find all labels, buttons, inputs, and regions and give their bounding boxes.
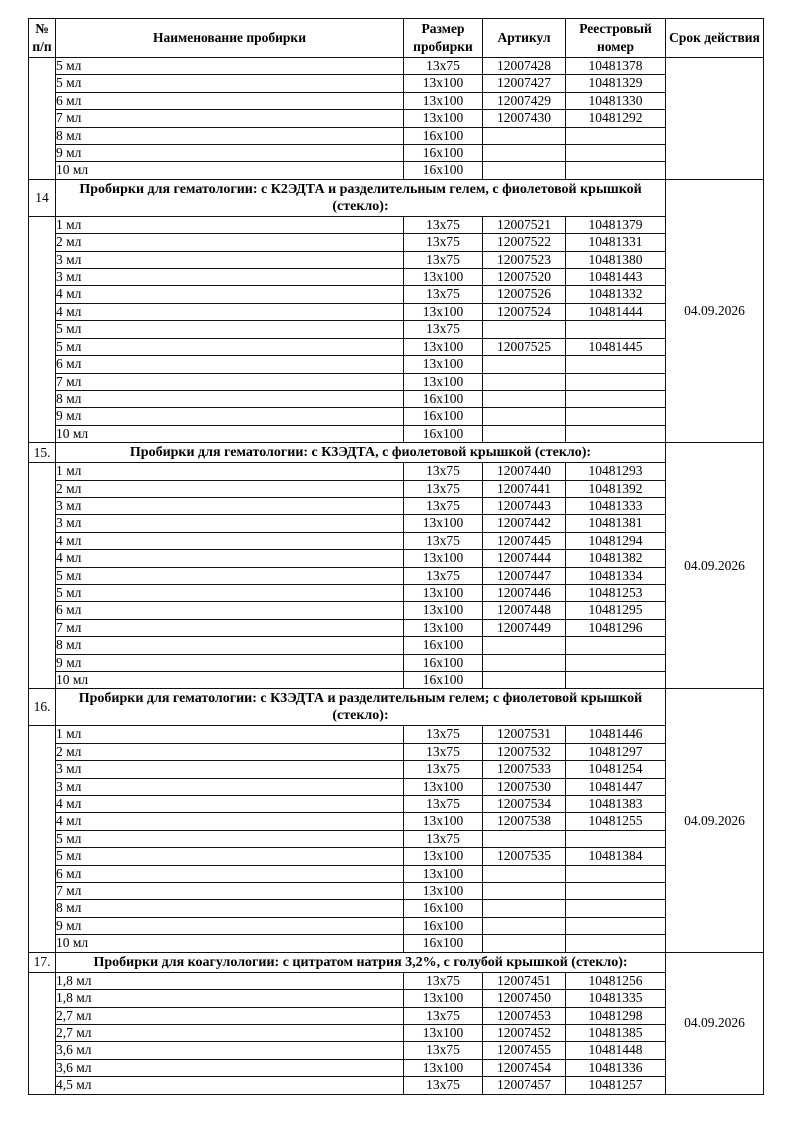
registry-cell (566, 373, 666, 390)
table-row (29, 935, 764, 952)
tube-size-cell: 16x100 (404, 935, 483, 952)
article-cell: 12007538 (483, 813, 566, 830)
registry-cell: 10481382 (566, 550, 666, 567)
tube-name-cell: 2 мл (56, 480, 404, 497)
table-row (29, 1024, 764, 1041)
tube-name-cell: 9 мл (56, 408, 404, 425)
article-cell (483, 917, 566, 934)
tube-name-cell: 5 мл (56, 58, 404, 75)
tube-name-cell: 5 мл (56, 830, 404, 847)
registry-cell: 10481381 (566, 515, 666, 532)
table-row (29, 637, 764, 654)
registry-cell: 10481447 (566, 778, 666, 795)
registry-cell: 10481444 (566, 303, 666, 320)
section-header-row (29, 443, 764, 463)
registry-cell: 10481295 (566, 602, 666, 619)
tube-name-cell: 4 мл (56, 550, 404, 567)
registry-cell: 10481294 (566, 532, 666, 549)
article-cell (483, 865, 566, 882)
table-row (29, 1042, 764, 1059)
section-header-row (29, 952, 764, 972)
col-header-expiry: Срок действия (666, 19, 764, 58)
article-cell (483, 408, 566, 425)
tube-name-cell: 2 мл (56, 234, 404, 251)
tube-size-cell: 13x75 (404, 972, 483, 989)
article-cell (483, 883, 566, 900)
table-row (29, 251, 764, 268)
table-row (29, 303, 764, 320)
tube-size-cell: 13x100 (404, 373, 483, 390)
table-header (29, 19, 764, 58)
table-row (29, 515, 764, 532)
table-row (29, 425, 764, 442)
row-number-spacer-cell (29, 463, 56, 689)
section-header-row (29, 689, 764, 726)
registry-cell: 10481254 (566, 761, 666, 778)
table-row (29, 408, 764, 425)
tube-name-cell: 1,8 мл (56, 972, 404, 989)
tube-size-cell: 16x100 (404, 390, 483, 407)
tube-size-cell: 13x100 (404, 619, 483, 636)
tube-name-cell: 8 мл (56, 127, 404, 144)
registry-cell (566, 127, 666, 144)
article-cell (483, 145, 566, 162)
tube-name-cell: 5 мл (56, 567, 404, 584)
tube-name-cell: 3 мл (56, 269, 404, 286)
tube-name-cell: 9 мл (56, 917, 404, 934)
registry-cell (566, 637, 666, 654)
col-header-size: Размер пробирки (404, 19, 483, 58)
article-cell: 12007535 (483, 848, 566, 865)
tube-size-cell: 13x75 (404, 251, 483, 268)
article-cell: 12007532 (483, 743, 566, 760)
article-cell: 12007523 (483, 251, 566, 268)
registry-cell (566, 672, 666, 689)
tube-size-cell: 13x100 (404, 269, 483, 286)
tube-size-cell: 13x100 (404, 990, 483, 1007)
tube-size-cell: 16x100 (404, 672, 483, 689)
article-cell: 12007531 (483, 726, 566, 743)
tube-size-cell: 13x75 (404, 532, 483, 549)
table-row (29, 390, 764, 407)
table-row (29, 654, 764, 671)
tube-name-cell: 7 мл (56, 373, 404, 390)
registry-cell: 10481330 (566, 92, 666, 109)
section-header-row (29, 179, 764, 216)
article-cell: 12007449 (483, 619, 566, 636)
article-cell: 12007444 (483, 550, 566, 567)
article-cell: 12007443 (483, 497, 566, 514)
table-row (29, 1059, 764, 1076)
tube-size-cell: 16x100 (404, 127, 483, 144)
table-row (29, 497, 764, 514)
registry-cell (566, 900, 666, 917)
tube-size-cell: 16x100 (404, 917, 483, 934)
article-cell (483, 373, 566, 390)
article-cell: 12007534 (483, 796, 566, 813)
registry-cell: 10481379 (566, 216, 666, 233)
tube-name-cell: 5 мл (56, 584, 404, 601)
registry-cell: 10481331 (566, 234, 666, 251)
tube-name-cell: 1 мл (56, 216, 404, 233)
expiry-date-cell: 04.09.2026 (666, 952, 764, 1094)
expiry-date-cell: 04.09.2026 (666, 443, 764, 689)
registry-cell: 10481293 (566, 463, 666, 480)
article-cell: 12007530 (483, 778, 566, 795)
tube-size-cell: 13x100 (404, 515, 483, 532)
tube-name-cell: 3 мл (56, 515, 404, 532)
tube-size-cell: 13x100 (404, 813, 483, 830)
tube-size-cell: 13x100 (404, 1024, 483, 1041)
registry-cell (566, 145, 666, 162)
article-cell (483, 425, 566, 442)
row-number-spacer-cell (29, 58, 56, 180)
row-number-spacer-cell (29, 972, 56, 1094)
tube-name-cell: 1 мл (56, 726, 404, 743)
table-row (29, 726, 764, 743)
article-cell (483, 127, 566, 144)
registry-cell (566, 917, 666, 934)
table-row (29, 743, 764, 760)
table-row (29, 75, 764, 92)
tube-size-cell: 16x100 (404, 162, 483, 179)
tube-name-cell: 3,6 мл (56, 1042, 404, 1059)
table-row (29, 778, 764, 795)
tube-name-cell: 10 мл (56, 935, 404, 952)
tube-size-cell: 13x100 (404, 303, 483, 320)
article-cell: 12007447 (483, 567, 566, 584)
article-cell: 12007427 (483, 75, 566, 92)
tube-size-cell: 13x75 (404, 1007, 483, 1024)
article-cell: 12007454 (483, 1059, 566, 1076)
table-row (29, 338, 764, 355)
table-row (29, 584, 764, 601)
registry-cell: 10481333 (566, 497, 666, 514)
tube-name-cell: 6 мл (56, 356, 404, 373)
tube-size-cell: 13x75 (404, 497, 483, 514)
tube-size-cell: 13x100 (404, 356, 483, 373)
article-cell: 12007440 (483, 463, 566, 480)
article-cell: 12007428 (483, 58, 566, 75)
table-row (29, 480, 764, 497)
tube-size-cell: 16x100 (404, 408, 483, 425)
registry-cell: 10481392 (566, 480, 666, 497)
row-number-spacer-cell (29, 216, 56, 442)
table-row (29, 813, 764, 830)
section-number-cell: 17. (29, 952, 56, 972)
section-title-cell: Пробирки для коагулологии: с цитратом натрия 3,2%, с голубой крышкой (стекло): (56, 952, 666, 972)
registry-cell (566, 390, 666, 407)
tube-size-cell: 13x75 (404, 216, 483, 233)
tube-size-cell: 13x75 (404, 234, 483, 251)
tube-name-cell: 8 мл (56, 390, 404, 407)
article-cell (483, 637, 566, 654)
table-row (29, 145, 764, 162)
tube-size-cell: 13x100 (404, 778, 483, 795)
section-title-cell: Пробирки для гематологии: с К3ЭДТА и разделительным гелем; с фиолетовой крышкой (стекло): (56, 689, 666, 726)
article-cell: 12007525 (483, 338, 566, 355)
article-cell: 12007457 (483, 1077, 566, 1094)
registry-cell (566, 654, 666, 671)
section-title-cell: Пробирки для гематологии: с К3ЭДТА, с фиолетовой крышкой (стекло): (56, 443, 666, 463)
article-cell (483, 672, 566, 689)
table-row (29, 900, 764, 917)
tube-size-cell: 13x100 (404, 92, 483, 109)
table-row (29, 602, 764, 619)
col-header-name: Наименование пробирки (56, 19, 404, 58)
section-number-cell: 14 (29, 179, 56, 216)
table-row (29, 127, 764, 144)
registry-cell: 10481445 (566, 338, 666, 355)
tube-name-cell: 7 мл (56, 619, 404, 636)
article-cell: 12007455 (483, 1042, 566, 1059)
article-cell (483, 390, 566, 407)
table-row (29, 619, 764, 636)
registry-cell (566, 408, 666, 425)
article-cell: 12007522 (483, 234, 566, 251)
registry-cell: 10481335 (566, 990, 666, 1007)
registry-cell (566, 935, 666, 952)
tube-size-cell: 13x75 (404, 1077, 483, 1094)
article-cell: 12007521 (483, 216, 566, 233)
table-row (29, 58, 764, 75)
tube-name-cell: 5 мл (56, 75, 404, 92)
tube-name-cell: 4 мл (56, 303, 404, 320)
tube-name-cell: 7 мл (56, 110, 404, 127)
article-cell (483, 830, 566, 847)
tube-size-cell: 13x100 (404, 338, 483, 355)
tube-size-cell: 13x100 (404, 550, 483, 567)
article-cell: 12007450 (483, 990, 566, 1007)
article-cell (483, 162, 566, 179)
tube-size-cell: 13x75 (404, 321, 483, 338)
expiry-date-cell: 04.09.2026 (666, 179, 764, 442)
table-row (29, 1007, 764, 1024)
article-cell (483, 935, 566, 952)
registry-cell: 10481336 (566, 1059, 666, 1076)
tube-name-cell: 8 мл (56, 900, 404, 917)
article-cell: 12007520 (483, 269, 566, 286)
tube-name-cell: 4 мл (56, 286, 404, 303)
tube-size-cell: 13x100 (404, 1059, 483, 1076)
table-row (29, 848, 764, 865)
tube-size-cell: 16x100 (404, 900, 483, 917)
table-row (29, 234, 764, 251)
table-row (29, 883, 764, 900)
tubes-registry-table (28, 18, 764, 1095)
registry-cell (566, 425, 666, 442)
table-row (29, 972, 764, 989)
registry-cell: 10481443 (566, 269, 666, 286)
article-cell (483, 356, 566, 373)
table-row (29, 110, 764, 127)
tube-name-cell: 9 мл (56, 145, 404, 162)
tube-size-cell: 13x75 (404, 726, 483, 743)
tube-name-cell: 3,6 мл (56, 1059, 404, 1076)
tube-name-cell: 2 мл (56, 743, 404, 760)
table-row (29, 286, 764, 303)
table-row (29, 269, 764, 286)
article-cell: 12007445 (483, 532, 566, 549)
registry-cell: 10481448 (566, 1042, 666, 1059)
table-row (29, 761, 764, 778)
table-body (29, 58, 764, 1095)
tube-name-cell: 2,7 мл (56, 1024, 404, 1041)
tube-name-cell: 7 мл (56, 883, 404, 900)
tube-size-cell: 13x100 (404, 75, 483, 92)
table-row (29, 162, 764, 179)
table-row (29, 550, 764, 567)
tube-name-cell: 1,8 мл (56, 990, 404, 1007)
registry-cell (566, 865, 666, 882)
registry-cell: 10481378 (566, 58, 666, 75)
section-title-cell: Пробирки для гематологии: с К2ЭДТА и разделительным гелем, с фиолетовой крышкой (стекло): (56, 179, 666, 216)
article-cell (483, 900, 566, 917)
tube-size-cell: 13x75 (404, 761, 483, 778)
tube-size-cell: 13x75 (404, 58, 483, 75)
col-header-registry: Реестровый номер (566, 19, 666, 58)
tube-name-cell: 3 мл (56, 778, 404, 795)
tube-size-cell: 13x100 (404, 865, 483, 882)
article-cell: 12007446 (483, 584, 566, 601)
registry-cell: 10481332 (566, 286, 666, 303)
tube-name-cell: 4 мл (56, 532, 404, 549)
registry-cell: 10481384 (566, 848, 666, 865)
table-header-row (29, 19, 764, 58)
table-row (29, 1077, 764, 1094)
expiry-date-cell: 04.09.2026 (666, 689, 764, 952)
article-cell: 12007452 (483, 1024, 566, 1041)
tube-name-cell: 1 мл (56, 463, 404, 480)
expiry-date-cell (666, 58, 764, 180)
tube-name-cell: 2,7 мл (56, 1007, 404, 1024)
table-row (29, 373, 764, 390)
tube-size-cell: 13x75 (404, 830, 483, 847)
registry-cell: 10481298 (566, 1007, 666, 1024)
tube-name-cell: 10 мл (56, 425, 404, 442)
article-cell: 12007429 (483, 92, 566, 109)
section-number-cell: 16. (29, 689, 56, 726)
tube-name-cell: 5 мл (56, 848, 404, 865)
article-cell: 12007441 (483, 480, 566, 497)
tube-name-cell: 4 мл (56, 813, 404, 830)
tube-name-cell: 6 мл (56, 865, 404, 882)
tube-size-cell: 13x100 (404, 848, 483, 865)
table-row (29, 567, 764, 584)
table-row (29, 672, 764, 689)
registry-cell: 10481256 (566, 972, 666, 989)
article-cell: 12007526 (483, 286, 566, 303)
table-row (29, 917, 764, 934)
tube-name-cell: 5 мл (56, 321, 404, 338)
tube-size-cell: 13x75 (404, 1042, 483, 1059)
tube-size-cell: 13x75 (404, 480, 483, 497)
tube-name-cell: 3 мл (56, 251, 404, 268)
registry-cell: 10481334 (566, 567, 666, 584)
row-number-spacer-cell (29, 726, 56, 952)
table-row (29, 92, 764, 109)
article-cell: 12007451 (483, 972, 566, 989)
tube-name-cell: 4,5 мл (56, 1077, 404, 1094)
article-cell: 12007533 (483, 761, 566, 778)
registry-cell: 10481446 (566, 726, 666, 743)
table-row (29, 321, 764, 338)
tube-size-cell: 13x75 (404, 743, 483, 760)
col-header-article: Артикул (483, 19, 566, 58)
tube-name-cell: 3 мл (56, 497, 404, 514)
registry-cell: 10481297 (566, 743, 666, 760)
tube-size-cell: 13x100 (404, 110, 483, 127)
article-cell: 12007448 (483, 602, 566, 619)
article-cell: 12007442 (483, 515, 566, 532)
registry-cell: 10481257 (566, 1077, 666, 1094)
registry-cell: 10481292 (566, 110, 666, 127)
tube-size-cell: 16x100 (404, 145, 483, 162)
tube-size-cell: 13x75 (404, 567, 483, 584)
tube-name-cell: 6 мл (56, 602, 404, 619)
tube-name-cell: 5 мл (56, 338, 404, 355)
table-row (29, 532, 764, 549)
table-row (29, 990, 764, 1007)
section-number-cell: 15. (29, 443, 56, 463)
registry-cell: 10481255 (566, 813, 666, 830)
tube-size-cell: 13x100 (404, 584, 483, 601)
registry-cell (566, 356, 666, 373)
tube-name-cell: 3 мл (56, 761, 404, 778)
registry-cell (566, 162, 666, 179)
table-row (29, 463, 764, 480)
tube-size-cell: 13x75 (404, 286, 483, 303)
tube-name-cell: 8 мл (56, 637, 404, 654)
tube-size-cell: 13x100 (404, 602, 483, 619)
registry-cell: 10481380 (566, 251, 666, 268)
table-row (29, 356, 764, 373)
article-cell (483, 654, 566, 671)
table-row (29, 796, 764, 813)
article-cell: 12007453 (483, 1007, 566, 1024)
registry-cell (566, 883, 666, 900)
table-row (29, 865, 764, 882)
registry-cell: 10481253 (566, 584, 666, 601)
tube-size-cell: 16x100 (404, 654, 483, 671)
tube-name-cell: 4 мл (56, 796, 404, 813)
registry-cell: 10481383 (566, 796, 666, 813)
article-cell: 12007430 (483, 110, 566, 127)
tube-size-cell: 13x75 (404, 463, 483, 480)
article-cell: 12007524 (483, 303, 566, 320)
registry-cell: 10481329 (566, 75, 666, 92)
tube-size-cell: 16x100 (404, 425, 483, 442)
table-row (29, 216, 764, 233)
tube-size-cell: 13x75 (404, 796, 483, 813)
registry-cell (566, 321, 666, 338)
tube-size-cell: 13x100 (404, 883, 483, 900)
registry-cell: 10481296 (566, 619, 666, 636)
tube-size-cell: 16x100 (404, 637, 483, 654)
registry-cell (566, 830, 666, 847)
tube-name-cell: 10 мл (56, 162, 404, 179)
article-cell (483, 321, 566, 338)
tube-name-cell: 6 мл (56, 92, 404, 109)
tube-name-cell: 10 мл (56, 672, 404, 689)
tube-name-cell: 9 мл (56, 654, 404, 671)
col-header-num: № п/п (29, 19, 56, 58)
registry-cell: 10481385 (566, 1024, 666, 1041)
table-row (29, 830, 764, 847)
